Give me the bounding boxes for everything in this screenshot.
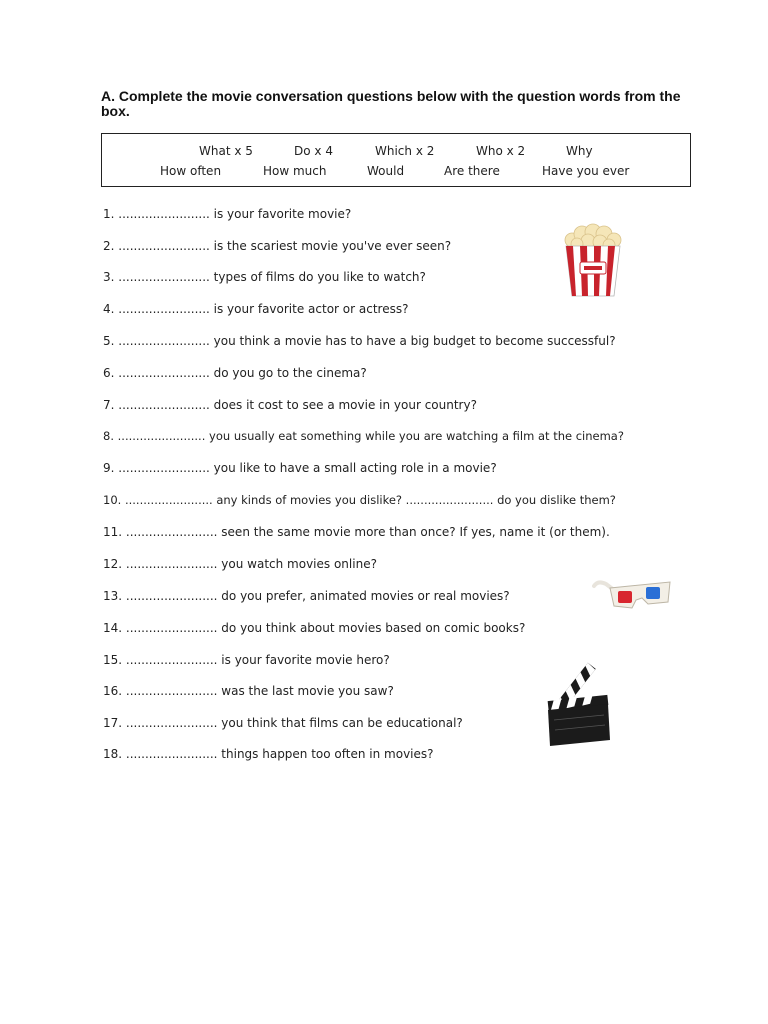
question-text: types of films do you like to watch? — [213, 270, 426, 284]
3d-glasses-icon — [592, 576, 672, 610]
question-number: 8. — [103, 429, 114, 443]
answer-blank[interactable]: ........................ — [117, 429, 206, 443]
question-number: 14. — [103, 621, 123, 635]
question-number: 18. — [103, 747, 123, 761]
answer-blank[interactable]: ........................ — [118, 366, 210, 380]
word-box-item: Have you ever — [542, 164, 630, 178]
word-box-item: Would — [367, 164, 405, 178]
question-number: 2. — [103, 239, 115, 253]
question-text: is your favorite movie hero? — [221, 653, 390, 667]
question-item — [103, 747, 434, 761]
answer-blank[interactable]: ........................ — [118, 207, 210, 221]
popcorn-icon — [558, 222, 628, 298]
question-item — [103, 493, 616, 507]
question-text: you think that films can be educational? — [221, 716, 463, 730]
question-text: seen the same movie more than once? If yes, name it (or them). — [221, 525, 610, 539]
question-item — [103, 653, 390, 667]
question-number: 11. — [103, 525, 123, 539]
word-box-item: How much — [263, 164, 327, 178]
question-text: you think a movie has to have a big budget to become successful? — [213, 334, 616, 348]
question-text: do you go to the cinema? — [213, 366, 367, 380]
word-box-item: What x 5 — [199, 144, 253, 158]
question-item — [103, 589, 510, 603]
question-number: 6. — [103, 366, 115, 380]
answer-blank[interactable]: ........................ — [118, 398, 210, 412]
question-item — [103, 557, 377, 571]
question-number: 5. — [103, 334, 115, 348]
word-box-item: Do x 4 — [294, 144, 333, 158]
answer-blank[interactable]: ........................ — [125, 716, 218, 730]
question-number: 7. — [103, 398, 115, 412]
word-box — [101, 133, 691, 187]
question-item — [103, 207, 351, 221]
question-item — [103, 302, 408, 316]
question-number: 10. — [103, 493, 122, 507]
question-number: 4. — [103, 302, 115, 316]
question-number: 15. — [103, 653, 123, 667]
question-number: 1. — [103, 207, 115, 221]
question-text: you watch movies online? — [221, 557, 377, 571]
question-text: is the scariest movie you've ever seen? — [213, 239, 452, 253]
question-text: you like to have a small acting role in a movie? — [213, 461, 497, 475]
question-item — [103, 429, 624, 443]
question-text: was the last movie you saw? — [221, 684, 394, 698]
word-box-item: Which x 2 — [375, 144, 435, 158]
exercise-title: A. Complete the movie conversation questions below with the question words from the box. — [101, 88, 681, 119]
answer-blank[interactable]: ........................ — [118, 302, 210, 316]
question-item — [103, 525, 610, 539]
question-item — [103, 398, 477, 412]
question-item — [103, 334, 616, 348]
question-number: 3. — [103, 270, 115, 284]
word-box-item: Are there — [444, 164, 500, 178]
question-item — [103, 716, 463, 730]
question-number: 13. — [103, 589, 123, 603]
question-text: is your favorite actor or actress? — [213, 302, 409, 316]
question-number: 12. — [103, 557, 123, 571]
answer-blank[interactable]: ........................ — [118, 270, 210, 284]
question-text: you usually eat something while you are watching a film at the cinema? — [209, 429, 624, 443]
question-number: 16. — [103, 684, 123, 698]
word-box-item: Who x 2 — [476, 144, 526, 158]
answer-blank[interactable]: ........................ — [125, 684, 218, 698]
answer-blank[interactable]: ........................ — [118, 239, 210, 253]
question-text: things happen too often in movies? — [221, 747, 434, 761]
clapperboard-icon — [544, 660, 614, 748]
question-text: do you prefer, animated movies or real movies? — [221, 589, 510, 603]
question-item — [103, 684, 394, 698]
word-box-item: How often — [160, 164, 222, 178]
answer-blank[interactable]: ........................ — [125, 621, 218, 635]
answer-blank[interactable]: ........................ — [118, 461, 210, 475]
question-item — [103, 366, 367, 380]
answer-blank[interactable]: ........................ — [125, 525, 218, 539]
answer-blank[interactable]: ........................ — [124, 493, 213, 507]
question-text: do you think about movies based on comic books? — [221, 621, 526, 635]
question-number: 17. — [103, 716, 123, 730]
question-text: is your favorite movie? — [213, 207, 352, 221]
question-item — [103, 621, 525, 635]
answer-blank[interactable]: ........................ — [125, 589, 218, 603]
answer-blank[interactable]: ........................ — [118, 334, 210, 348]
question-item — [103, 270, 426, 284]
question-item — [103, 239, 451, 253]
question-number: 9. — [103, 461, 115, 475]
answer-blank[interactable]: ........................ — [125, 747, 218, 761]
word-box-item: Why — [566, 144, 593, 158]
answer-blank[interactable]: ........................ — [125, 557, 218, 571]
question-text: does it cost to see a movie in your country? — [213, 398, 477, 412]
answer-blank[interactable]: ........................ — [125, 653, 218, 667]
question-text: any kinds of movies you dislike? ........................ do you dislike them? — [216, 493, 616, 507]
question-item — [103, 461, 497, 475]
